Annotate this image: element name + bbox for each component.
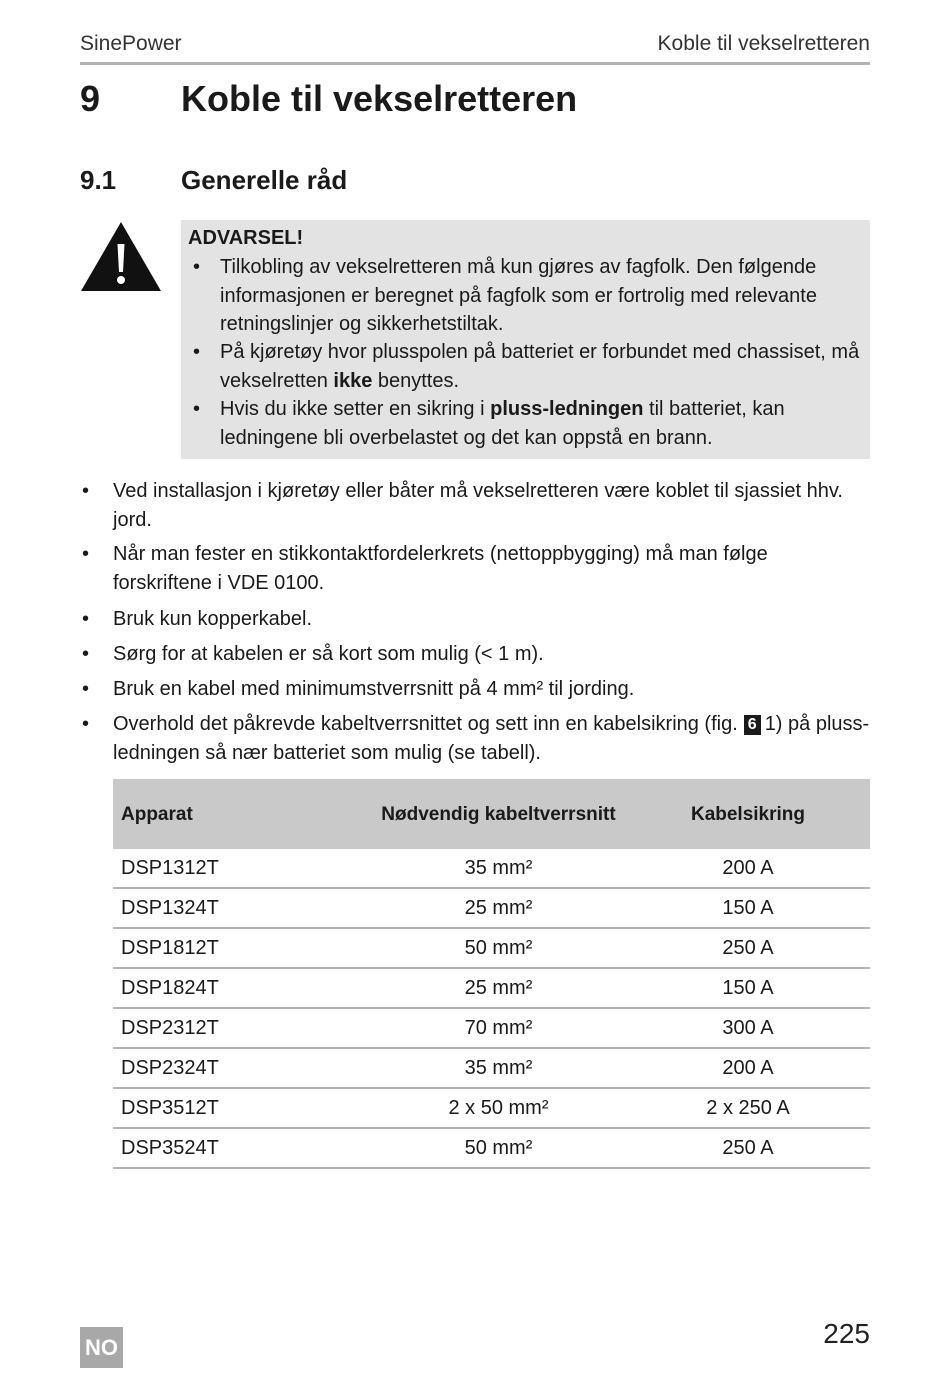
- running-header: [80, 32, 870, 65]
- bullet-dot: •: [82, 480, 90, 502]
- cell-device: DSP1812T: [113, 928, 371, 968]
- cell-cross-section: 35 mm²: [371, 849, 626, 888]
- cell-cross-section: 50 mm²: [371, 1128, 626, 1168]
- header-chapter: Koble til vekselretteren: [657, 32, 870, 55]
- bullet-dot: •: [82, 643, 90, 665]
- warning-text-part: benyttes.: [372, 369, 460, 392]
- bullet-dot: •: [193, 398, 201, 420]
- column-header-cross-section: Nødvendig kabeltverrsnitt: [371, 779, 626, 849]
- cell-cross-section: 70 mm²: [371, 1008, 626, 1048]
- list-text-part: 1) på pluss-ledningen så nær batteriet som mulig (se tabell).: [113, 713, 870, 764]
- bullet-dot: •: [82, 608, 90, 630]
- list-item-text: Når man fester en stikkontaktfordelerkrets (nettoppbygging) må man følge forskriftene i VDE 0100.: [113, 543, 768, 594]
- table-row: [113, 1048, 870, 1088]
- warning-title: ADVARSEL!: [188, 227, 304, 249]
- cell-cross-section: 35 mm²: [371, 1048, 626, 1088]
- list-item-text: Ved installasjon i kjøretøy eller båter må vekselretteren være koblet til sjassiet hhv. jord.: [113, 480, 843, 531]
- table-row: [113, 1088, 870, 1128]
- column-header-device: Apparat: [113, 779, 371, 849]
- cell-fuse: 250 A: [626, 928, 870, 968]
- cell-fuse: 300 A: [626, 1008, 870, 1048]
- list-text-part: Overhold det påkrevde kabeltverrsnittet og sett inn en kabelsikring (fig.: [113, 713, 738, 735]
- warning-text-part: Hvis du ikke setter en sikring i: [220, 398, 491, 420]
- warning-item-text: [220, 338, 860, 395]
- cell-device: DSP1824T: [113, 968, 371, 1008]
- list-item-text: Sørg for at kabelen er så kort som mulig (< 1 m).: [113, 643, 544, 665]
- cell-fuse: 150 A: [626, 888, 870, 928]
- list-item: [80, 675, 870, 704]
- list-item-text: [113, 710, 870, 767]
- cell-device: DSP2324T: [113, 1048, 371, 1088]
- bullet-dot: •: [82, 678, 90, 700]
- table-row: [113, 928, 870, 968]
- chapter-number: 9: [80, 78, 101, 119]
- list-item: [80, 640, 870, 669]
- list-item: [80, 605, 870, 634]
- table-row: [113, 888, 870, 928]
- table-header-row: [113, 779, 870, 849]
- warning-text-part: til batteriet, kan ledningene bli overbelastet og det kan oppstå en brann.: [220, 398, 785, 449]
- cell-fuse: 250 A: [626, 1128, 870, 1168]
- bullet-dot: •: [82, 713, 90, 735]
- list-item: [80, 710, 870, 767]
- cell-cross-section: 25 mm²: [371, 888, 626, 928]
- section-title: Generelle råd: [181, 165, 348, 195]
- list-item: [80, 540, 870, 597]
- warning-item: [188, 395, 860, 452]
- warning-emphasis: ikke: [333, 369, 373, 392]
- cable-spec-table: [113, 779, 870, 1169]
- cell-fuse: 200 A: [626, 1048, 870, 1088]
- bullet-dot: •: [193, 341, 201, 363]
- warning-item-text: [220, 395, 860, 452]
- cell-cross-section: 50 mm²: [371, 928, 626, 968]
- table-row: [113, 968, 870, 1008]
- cell-device: DSP2312T: [113, 1008, 371, 1048]
- cell-device: DSP1312T: [113, 849, 371, 888]
- warning-item-text: Tilkobling av vekselretteren må kun gjøres av fagfolk. Den følgende informasjonen er beregnet på fagfolk som er fortrolig med relevante retningslinjer og sikkerhetstiltak.: [220, 256, 817, 335]
- warning-text-part: På kjøretøy hvor plusspolen på batteriet er forbundet med chassiset, må vekselretten: [220, 341, 860, 392]
- bullet-dot: •: [193, 256, 201, 278]
- column-header-fuse: Kabelsikring: [626, 779, 870, 849]
- table-row: [113, 1128, 870, 1168]
- cell-cross-section: 2 x 50 mm²: [371, 1088, 626, 1128]
- table-row: [113, 849, 870, 888]
- table-row: [113, 1008, 870, 1048]
- header-product: SinePower: [80, 32, 182, 55]
- cell-fuse: 2 x 250 A: [626, 1088, 870, 1128]
- chapter-title: Koble til vekselretteren: [181, 78, 578, 119]
- bullet-dot: •: [82, 543, 90, 565]
- warning-item: [188, 338, 860, 395]
- language-tab: NO: [80, 1327, 123, 1368]
- list-item-text: Bruk kun kopperkabel.: [113, 608, 313, 630]
- cell-cross-section: 25 mm²: [371, 968, 626, 1008]
- cell-fuse: 150 A: [626, 968, 870, 1008]
- page-number: 225: [823, 1318, 870, 1349]
- warning-box: [181, 220, 870, 459]
- list-item-text: Bruk en kabel med minimumstverrsnitt på 4 mm² til jording.: [113, 678, 635, 700]
- cell-device: DSP3512T: [113, 1088, 371, 1128]
- cell-device: DSP3524T: [113, 1128, 371, 1168]
- warning-emphasis: pluss-ledningen: [490, 398, 644, 420]
- warning-item: [188, 253, 860, 339]
- cell-device: DSP1324T: [113, 888, 371, 928]
- cell-fuse: 200 A: [626, 849, 870, 888]
- section-number: 9.1: [80, 165, 117, 195]
- figure-reference[interactable]: 6: [744, 715, 761, 735]
- warning-triangle-icon: [79, 220, 163, 294]
- list-item: [80, 477, 870, 534]
